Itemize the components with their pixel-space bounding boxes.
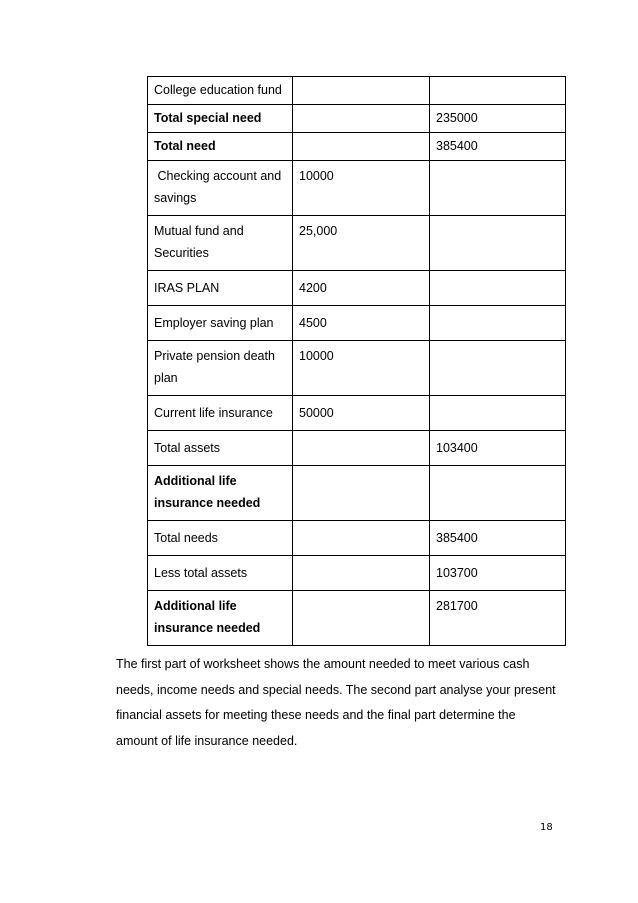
table-row — [148, 216, 566, 271]
table-row — [148, 161, 566, 216]
row-value — [293, 105, 430, 133]
table-row — [148, 466, 566, 521]
row-total — [430, 216, 566, 271]
table-row — [148, 591, 566, 646]
row-value — [293, 521, 430, 556]
row-label: Total need — [148, 133, 293, 161]
row-label: Current life insurance — [148, 396, 293, 431]
row-label: Less total assets — [148, 556, 293, 591]
row-label: Mutual fund and Securities — [148, 216, 293, 271]
table-row — [148, 521, 566, 556]
row-value — [293, 133, 430, 161]
row-total — [430, 77, 566, 105]
row-value — [293, 77, 430, 105]
row-total: 281700 — [430, 591, 566, 646]
table-row — [148, 77, 566, 105]
row-value: 4500 — [293, 306, 430, 341]
row-total — [430, 466, 566, 521]
row-label: Private pension death plan — [148, 341, 293, 396]
row-total: 103400 — [430, 431, 566, 466]
row-total: 385400 — [430, 521, 566, 556]
row-value: 50000 — [293, 396, 430, 431]
row-total: 103700 — [430, 556, 566, 591]
row-label: Checking account and savings — [148, 161, 293, 216]
row-label: Additional life insurance needed — [148, 591, 293, 646]
row-value — [293, 591, 430, 646]
row-total — [430, 396, 566, 431]
worksheet-table — [147, 76, 566, 646]
row-total: 385400 — [430, 133, 566, 161]
table-row — [148, 396, 566, 431]
row-value: 4200 — [293, 271, 430, 306]
table-row — [148, 306, 566, 341]
row-total: 235000 — [430, 105, 566, 133]
table-row — [148, 341, 566, 396]
table-row — [148, 556, 566, 591]
row-value: 25,000 — [293, 216, 430, 271]
row-total — [430, 271, 566, 306]
page-number: 18 — [540, 822, 553, 833]
row-value: 10000 — [293, 341, 430, 396]
explanation-paragraph: The first part of worksheet shows the amount needed to meet various cash needs, income needs and special needs. The second part analyse your present financial assets for meeting these needs and the final part determine the amount of life insurance needed. — [116, 657, 556, 748]
row-total — [430, 161, 566, 216]
row-total — [430, 341, 566, 396]
row-label: IRAS PLAN — [148, 271, 293, 306]
row-label: Employer saving plan — [148, 306, 293, 341]
row-value — [293, 466, 430, 521]
row-label: Total special need — [148, 105, 293, 133]
row-value: 10000 — [293, 161, 430, 216]
row-label: College education fund — [148, 77, 293, 105]
row-label: Total assets — [148, 431, 293, 466]
table-row — [148, 431, 566, 466]
table-row — [148, 271, 566, 306]
row-value — [293, 556, 430, 591]
row-value — [293, 431, 430, 466]
row-label: Total needs — [148, 521, 293, 556]
table-row — [148, 133, 566, 161]
row-total — [430, 306, 566, 341]
row-label: Additional life insurance needed — [148, 466, 293, 521]
table-row — [148, 105, 566, 133]
